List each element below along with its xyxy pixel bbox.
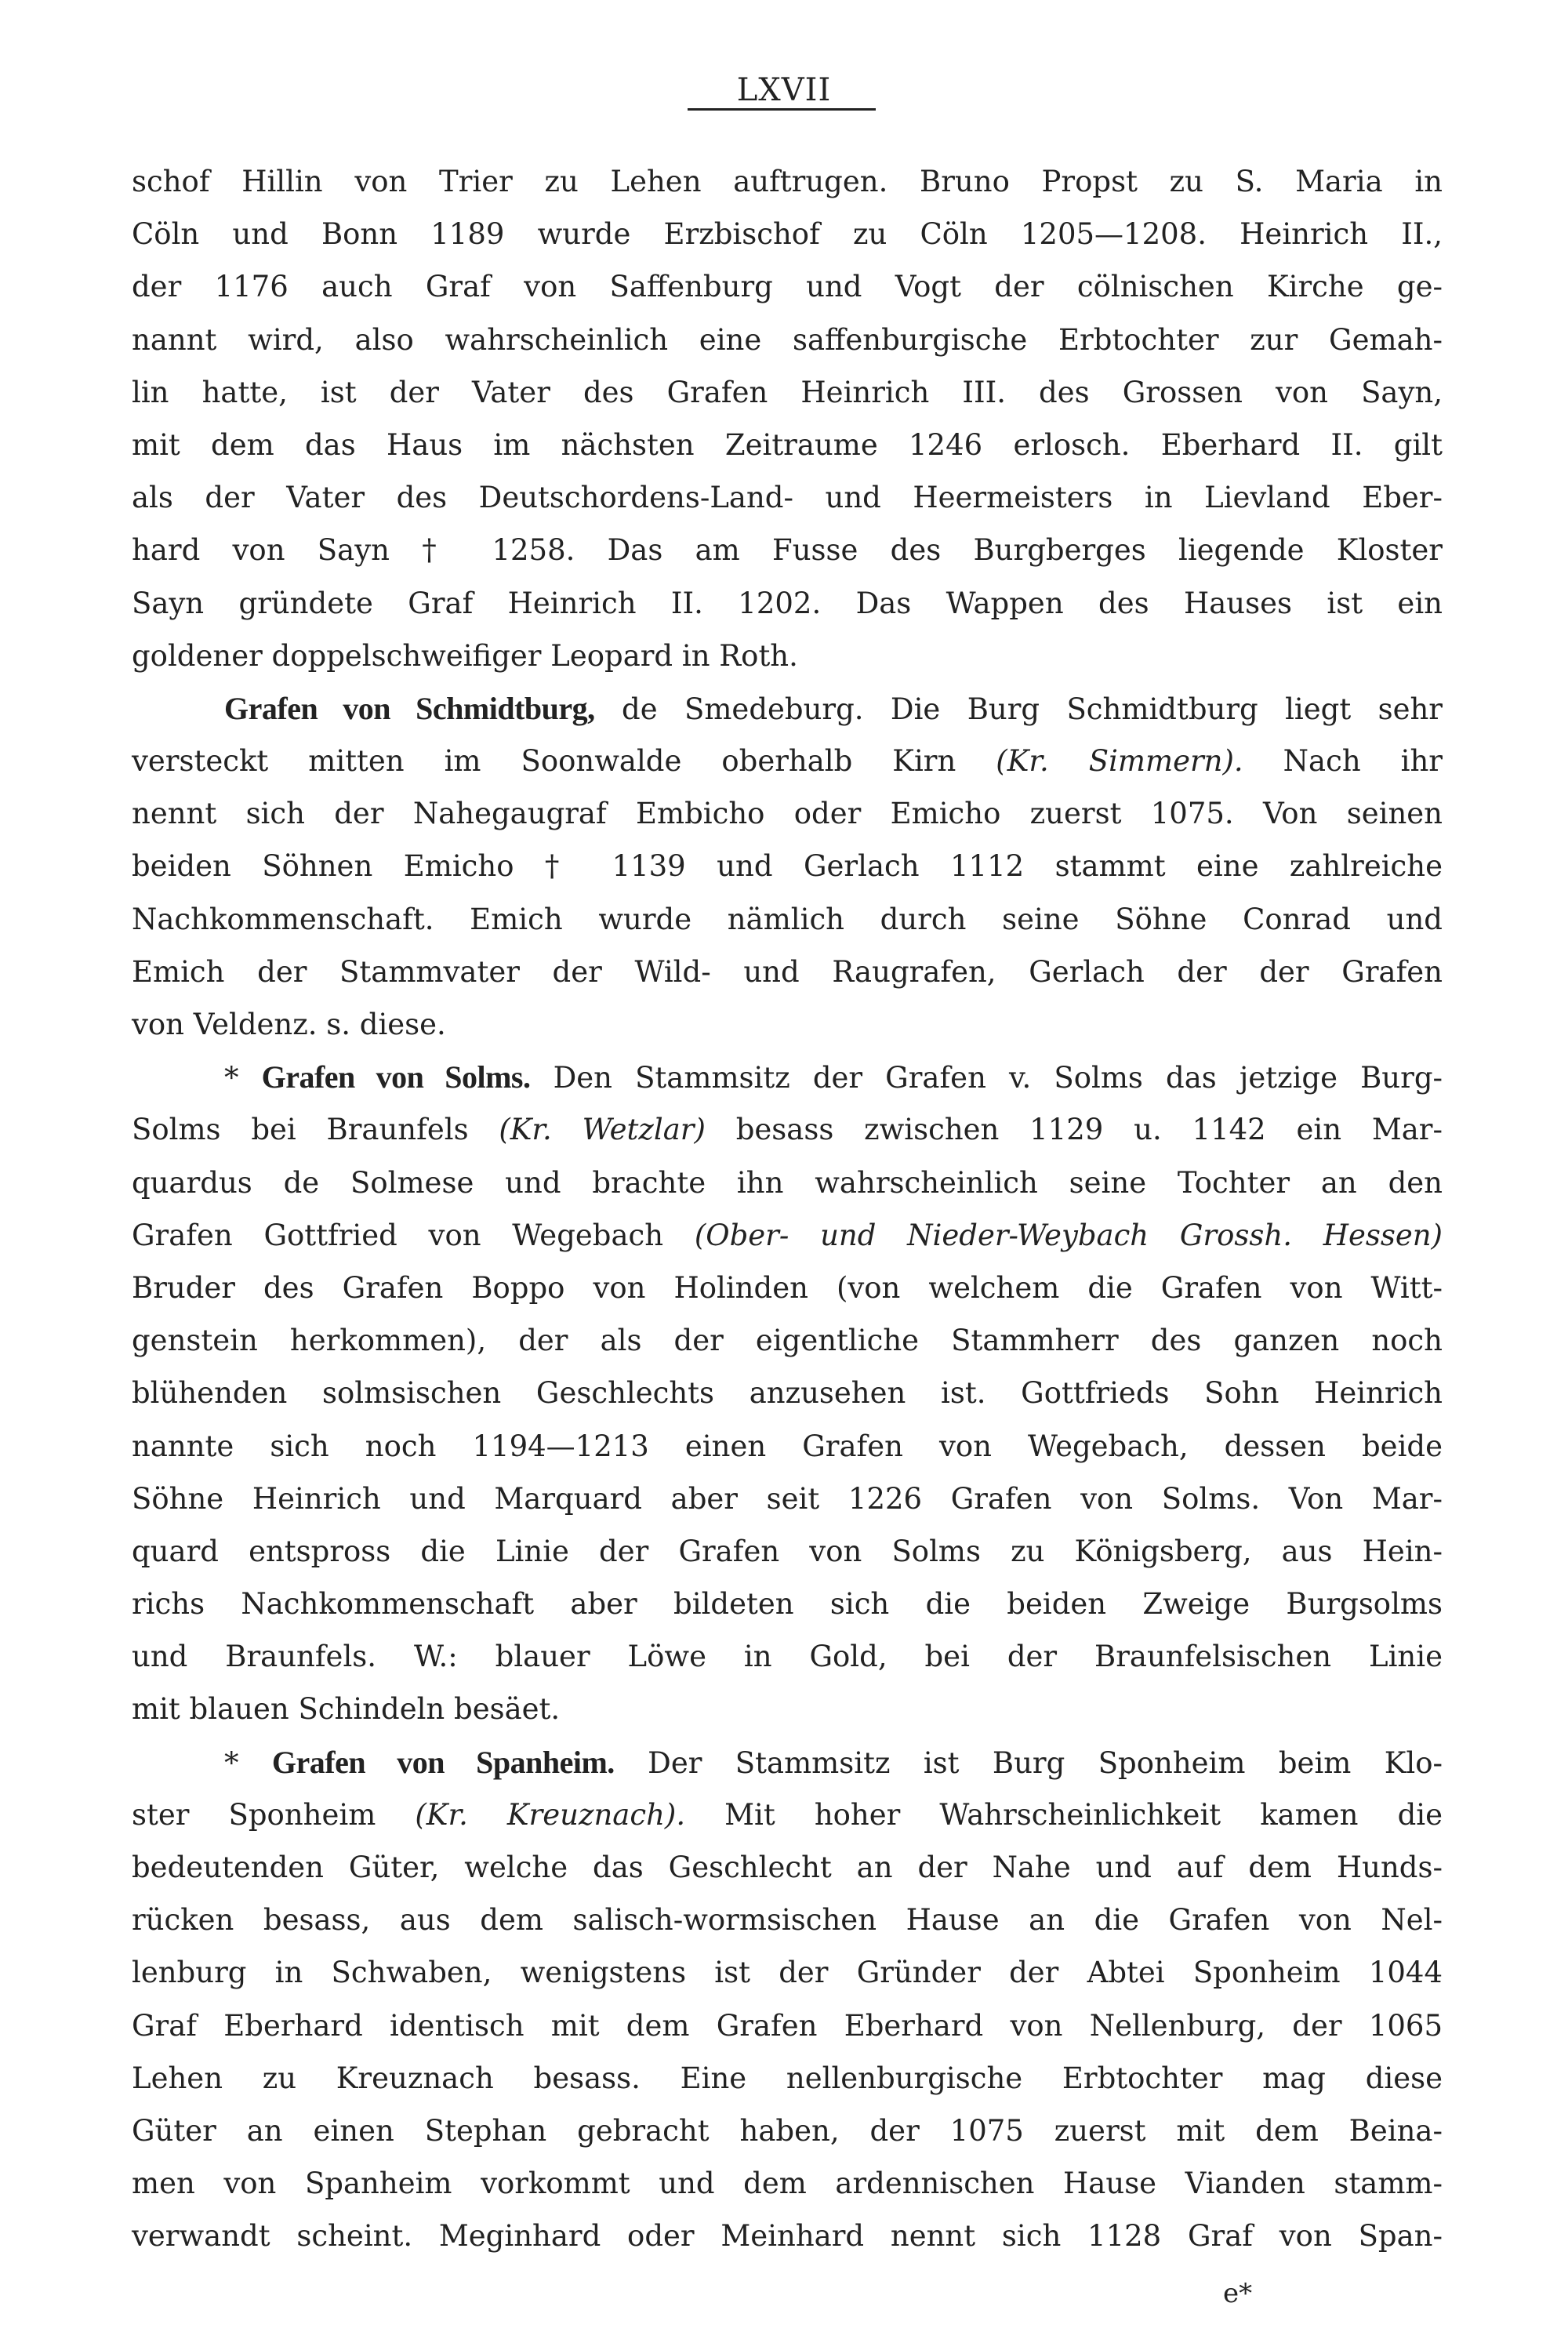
text-line (132, 787, 1443, 840)
text-line (132, 2157, 1443, 2210)
text-segment: * (224, 1061, 262, 1095)
text-segment: lin hatte, ist der Vater des Grafen Heinrich III. des Grossen von Sayn, (132, 375, 1443, 409)
italic-note: (Kr. Simmern). (996, 744, 1243, 779)
text-line (132, 471, 1443, 524)
entry-heading: Grafen von Schmidtburg, (224, 690, 595, 726)
text-segment: nennt sich der Nahegaugraf Embicho oder Emicho zuerst 1075. Von seinen (132, 797, 1443, 831)
text-segment: men von Spanheim vorkommt und dem ardennischen Hause Vianden stamm- (132, 2167, 1443, 2201)
text-segment: nannt wird, also wahrscheinlich eine saffenburgische Erbtochter zur Gemah- (132, 322, 1443, 357)
text-line (132, 2105, 1443, 2157)
text-line (132, 630, 1443, 682)
italic-note: (Ober- und Nieder-Weybach Grossh. Hessen) (694, 1218, 1443, 1252)
text-line (132, 208, 1443, 260)
text-segment: Lehen zu Kreuznach besass. Eine nellenburgische Erbtochter mag diese (132, 2061, 1443, 2095)
text-segment: Bruder des Grafen Boppo von Holinden (von welchem die Grafen von Witt- (132, 1270, 1443, 1305)
text-line (132, 524, 1443, 576)
text-line (132, 1946, 1443, 1999)
text-line (132, 1209, 1443, 1262)
text-line (132, 1157, 1443, 1209)
text-segment: schof Hillin von Trier zu Lehen auftrugen. Bruno Propst zu S. Maria in (132, 165, 1443, 198)
text-segment: Grafen Gottfried von Wegebach (132, 1218, 695, 1252)
text-segment: quardus de Solmese und brachte ihn wahrscheinlich seine Tochter an den (132, 1165, 1443, 1200)
entry-heading: Grafen von Spanheim. (271, 1744, 615, 1780)
text-line (132, 735, 1443, 787)
text-segment: * (224, 1745, 272, 1780)
text-line (132, 1999, 1443, 2052)
text-line (132, 1103, 1443, 1156)
text-segment: lenburg in Schwaben, wenigstens ist der Gründer der Abtei Sponheim 1044 (132, 1956, 1443, 1990)
text-segment: besass zwischen 1129 u. 1142 ein Mar- (705, 1113, 1443, 1147)
text-line (132, 2210, 1443, 2262)
text-line (132, 1630, 1443, 1683)
text-line (132, 2052, 1443, 2105)
text-segment: Cöln und Bonn 1189 wurde Erzbischof zu Cöln 1205—1208. Heinrich II., (132, 217, 1443, 252)
text-segment: als der Vater des Deutschordens-Land- und Heermeisters in Lievland Eber- (132, 481, 1443, 515)
text-segment: Graf Eberhard identisch mit dem Grafen Eberhard von Nellenburg, der 1065 (132, 2008, 1443, 2043)
text-segment: hard von Sayn † 1258. Das am Fusse des Burgberges liegende Kloster (132, 533, 1443, 568)
text-line (132, 1262, 1443, 1314)
text-segment: verwandt scheint. Meginhard oder Meinhard nennt sich 1128 Graf von Span- (132, 2219, 1443, 2254)
text-segment: bedeutenden Güter, welche das Geschlecht an der Nahe und auf dem Hunds- (132, 1851, 1443, 1884)
text-segment: und Braunfels. W.: blauer Löwe in Gold, bei der Braunfelsischen Linie (132, 1640, 1443, 1674)
text-segment: mit dem das Haus im nächsten Zeitraume 1246 erlosch. Eberhard II. gilt (132, 427, 1443, 462)
text-segment: Emich der Stammvater der Wild- und Raugrafen, Gerlach der der Grafen (132, 954, 1443, 989)
text-line (132, 419, 1443, 471)
text-line (132, 946, 1443, 998)
text-segment: richs Nachkommenschaft aber bildeten sich die beiden Zweige Burgsolms (132, 1587, 1443, 1622)
text-line (132, 840, 1443, 892)
text-segment: versteckt mitten im Soonwalde oberhalb Kirn (132, 744, 996, 779)
paragraph-first-line (132, 1736, 1443, 1789)
page-number: LXVII (736, 72, 832, 108)
text-segment: Der Stammsitz ist Burg Sponheim beim Klo- (614, 1745, 1443, 1780)
paragraph-first-line (132, 1051, 1443, 1103)
text-segment: beiden Söhnen Emicho † 1139 und Gerlach 1112 stammt eine zahlreiche (132, 849, 1443, 884)
text-line (132, 893, 1443, 946)
body-text (132, 155, 1443, 2263)
text-segment: genstein herkommen), der als der eigentliche Stammherr des ganzen noch (132, 1324, 1443, 1358)
text-segment: von Veldenz. s. diese. (132, 1008, 446, 1041)
text-segment: Mit hoher Wahrscheinlichkeit kamen die (685, 1797, 1443, 1832)
header-rule (688, 108, 876, 111)
text-line (132, 1314, 1443, 1367)
text-line (132, 1473, 1443, 1525)
text-segment: Solms bei Braunfels (132, 1113, 499, 1147)
text-segment: Nach ihr (1243, 744, 1443, 779)
text-line (132, 1789, 1443, 1841)
text-segment: Söhne Heinrich und Marquard aber seit 1226 Grafen von Solms. Von Mar- (132, 1481, 1443, 1516)
text-segment: Den Stammsitz der Grafen v. Solms das jetzige Burg- (530, 1061, 1443, 1095)
text-segment: de Smedeburg. Die Burg Schmidtburg liegt sehr (594, 692, 1443, 726)
text-segment: nannte sich noch 1194—1213 einen Grafen von Wegebach, dessen beide (132, 1429, 1443, 1463)
text-line (132, 155, 1443, 208)
text-segment: der 1176 auch Graf von Saffenburg und Vogt der cölnischen Kirche ge- (132, 270, 1443, 304)
text-line (132, 260, 1443, 313)
text-line (132, 366, 1443, 419)
italic-note: (Kr. Kreuznach). (415, 1797, 686, 1832)
text-segment: Güter an einen Stephan gebracht haben, der 1075 zuerst mit dem Beina- (132, 2113, 1443, 2148)
text-line (132, 1367, 1443, 1419)
text-line (132, 1894, 1443, 1946)
text-segment: mit blauen Schindeln besäet. (132, 1692, 561, 1727)
text-line (132, 1525, 1443, 1578)
text-line (132, 1841, 1443, 1894)
text-segment: quard entspross die Linie der Grafen von Solms zu Königsberg, aus Hein- (132, 1534, 1443, 1568)
text-segment: Sayn gründete Graf Heinrich II. 1202. Das Wappen des Hauses ist ein (132, 586, 1443, 620)
entry-heading: Grafen von Solms. (261, 1059, 531, 1095)
text-line (132, 577, 1443, 630)
text-segment: blühenden solmsischen Geschlechts anzusehen ist. Gottfrieds Sohn Heinrich (132, 1376, 1443, 1411)
text-line (132, 998, 1443, 1051)
text-segment: ster Sponheim (132, 1797, 416, 1832)
text-line (132, 1578, 1443, 1630)
text-segment: rücken besass, aus dem salisch-wormsischen Hause an die Grafen von Nel- (132, 1903, 1443, 1938)
text-line (132, 314, 1443, 366)
italic-note: (Kr. Wetzlar) (499, 1113, 706, 1147)
text-segment: goldener doppelschweifiger Leopard in Roth. (132, 638, 798, 673)
signature-mark: e* (1223, 2278, 1253, 2309)
text-line (132, 1683, 1443, 1735)
text-segment: Nachkommenschaft. Emich wurde nämlich durch seine Söhne Conrad und (132, 902, 1443, 936)
text-line (132, 1420, 1443, 1473)
paragraph-first-line (132, 682, 1443, 735)
